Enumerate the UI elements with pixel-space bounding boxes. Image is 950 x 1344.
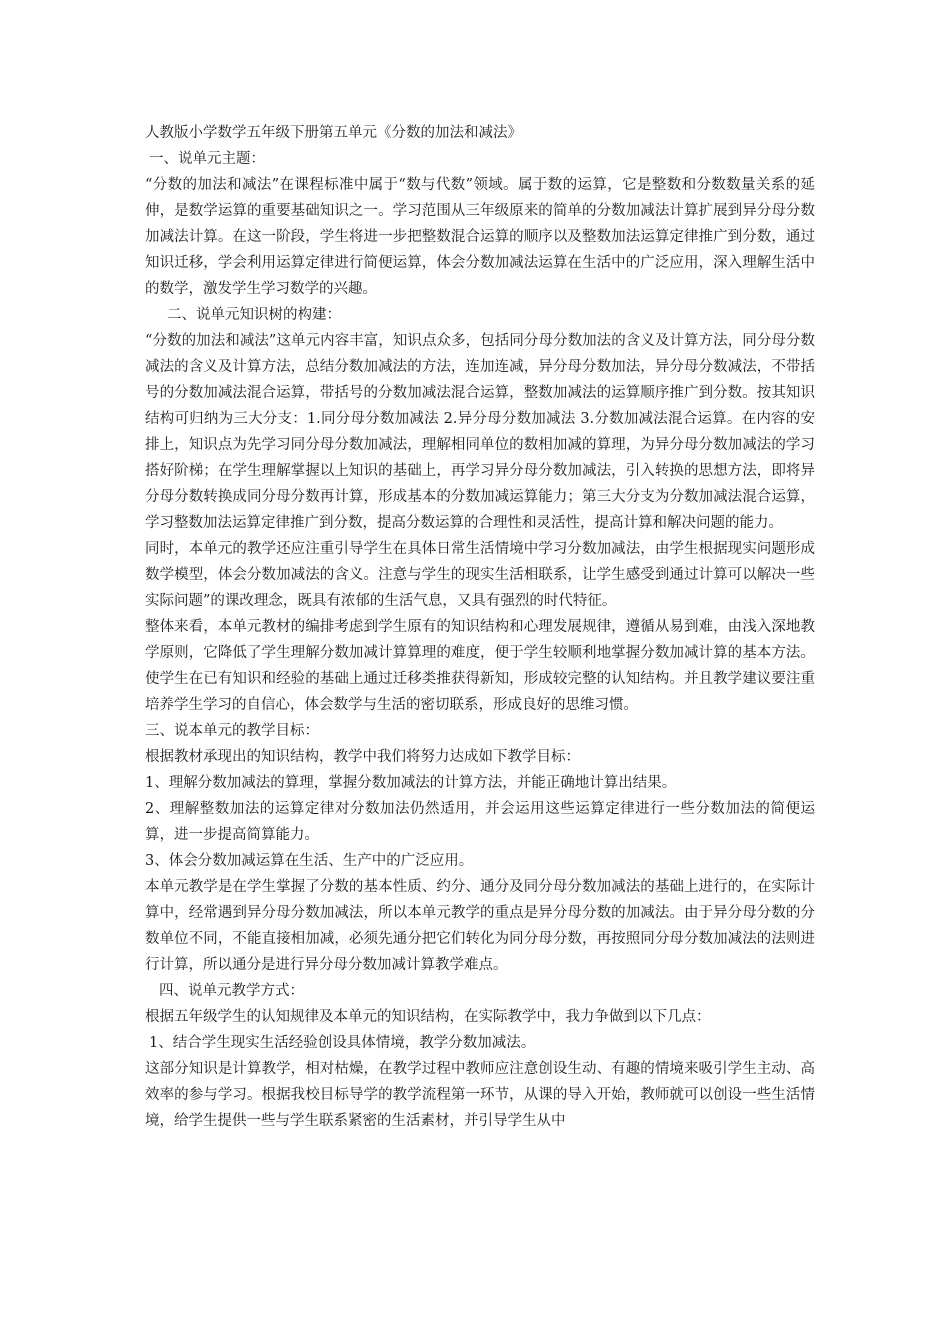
section-3-goal-3: 3、体会分数加减运算在生活、生产中的广泛应用。 [145, 853, 474, 869]
section-3-goal-1: 1、理解分数加减法的算理，掌握分数加减法的计算方法，并能正确地计算出结果。 [145, 775, 677, 791]
section-4-paragraph-1: 这部分知识是计算教学，相对枯燥，在教学过程中教师应注意创设生动、有趣的情境来吸引学生主动、高效率的参与学习。根据我校目标导学的教学流程第一环节，从课的导入开始，教师就可以创设一些生活情境，给学生提供一些与学生联系紧密的生活素材，并引导学生从中 [145, 1061, 815, 1129]
section-1-paragraph-1: “分数的加法和减法”在课程标准中属于“数与代数”领域。属于数的运算，它是整数和分数数量关系的延伸，是数学运算的重要基础知识之一。学习范围从三年级原来的简单的分数加减法计算扩展到异分母分数加减法计算。在这一阶段，学生将进一步把整数混合运算的顺序以及整数加法运算定律推广到分数，通过知识迁移，学会利用运算定律进行简便运算，体会分数加减法运算在生活中的广泛应用，深入理解生活中的数学，激发学生学习数学的兴趣。 [145, 177, 815, 297]
section-2-paragraph-1: “分数的加法和减法”这单元内容丰富，知识点众多，包括同分母分数加法的含义及计算方法，同分母分数减法的含义及计算方法，总结分数加减法的方法，连加连减，异分母分数加法，异分母分数减法，不带括号的分数加减法混合运算，带括号的分数加减法混合运算，整数加减法的运算顺序推广到分数。按其知识结构可归纳为三大分支：1.同分母分数加减法 2.异分母分数加减法 3.分数加减法混合运算。在内容的安排上，知识点为先学习同分母分数加减法，理解相同单位的数相加减的算理，为异分母分数加减法的学习搭好阶梯；在学生理解掌握以上知识的基础上，再学习异分母分数加减法，引入转换的思想方法，即将异分母分数转换成同分母分数再计算，形成基本的分数加减运算能力；第三大分支为分数加减法混合运算，学习整数加法运算定律推广到分数，提高分数运算的合理性和灵活性，提高计算和解决问题的能力。 [145, 333, 815, 531]
section-2-paragraph-3: 整体来看，本单元教材的编排考虑到学生原有的知识结构和心理发展规律，遵循从易到难，由浅入深地教学原则，它降低了学生理解分数加减计算算理的难度，便于学生较顺利地掌握分数加减计算的基本方法。使学生在已有知识和经验的基础上通过迁移类推获得新知，形成较完整的认知结构。并且教学建议要注重培养学生学习的自信心，体会数学与生活的密切联系，形成良好的思维习惯。 [145, 619, 815, 713]
section-3-paragraph-1: 本单元教学是在学生掌握了分数的基本性质、约分、通分及同分母分数加减法的基础上进行的，在实际计算中，经常遇到异分母分数加减法，所以本单元教学的重点是异分母分数的加减法。由于异分母分数的分数单位不同，不能直接相加减，必须先通分把它们转化为同分母分数，再按照同分母分数加减法的法则进行计算，所以通分是进行异分母分数加减计算教学难点。 [145, 879, 815, 973]
section-3-heading: 三、说本单元的教学目标： [145, 723, 319, 739]
section-4-item-1: 1、结合学生现实生活经验创设具体情境，教学分数加减法。 [149, 1035, 536, 1051]
document-page [145, 120, 815, 1134]
section-3-goal-2: 2、理解整数加法的运算定律对分数加法仍然适用，并会运用这些运算定律进行一些分数加法的简便运算，进一步提高简算能力。 [145, 801, 815, 843]
section-4-intro: 根据五年级学生的认知规律及本单元的知识结构，在实际教学中，我力争做到以下几点： [145, 1009, 711, 1025]
section-2-heading: 二、说单元知识树的构建： [167, 307, 341, 323]
document-title: 人教版小学数学五年级下册第五单元《分数的加法和减法》 [145, 125, 522, 141]
section-4-heading: 四、说单元教学方式： [159, 983, 304, 999]
section-3-intro: 根据教材承现出的知识结构，教学中我们将努力达成如下教学目标： [145, 749, 580, 765]
section-1-heading: 一、说单元主题： [149, 151, 265, 167]
section-2-paragraph-2: 同时，本单元的教学还应注重引导学生在具体日常生活情境中学习分数加减法，由学生根据现实问题形成数学模型，体会分数加减法的含义。注意与学生的现实生活相联系，让学生感受到通过计算可以解决一些实际问题”的课改理念，既具有浓郁的生活气息，又具有强烈的时代特征。 [145, 541, 815, 609]
